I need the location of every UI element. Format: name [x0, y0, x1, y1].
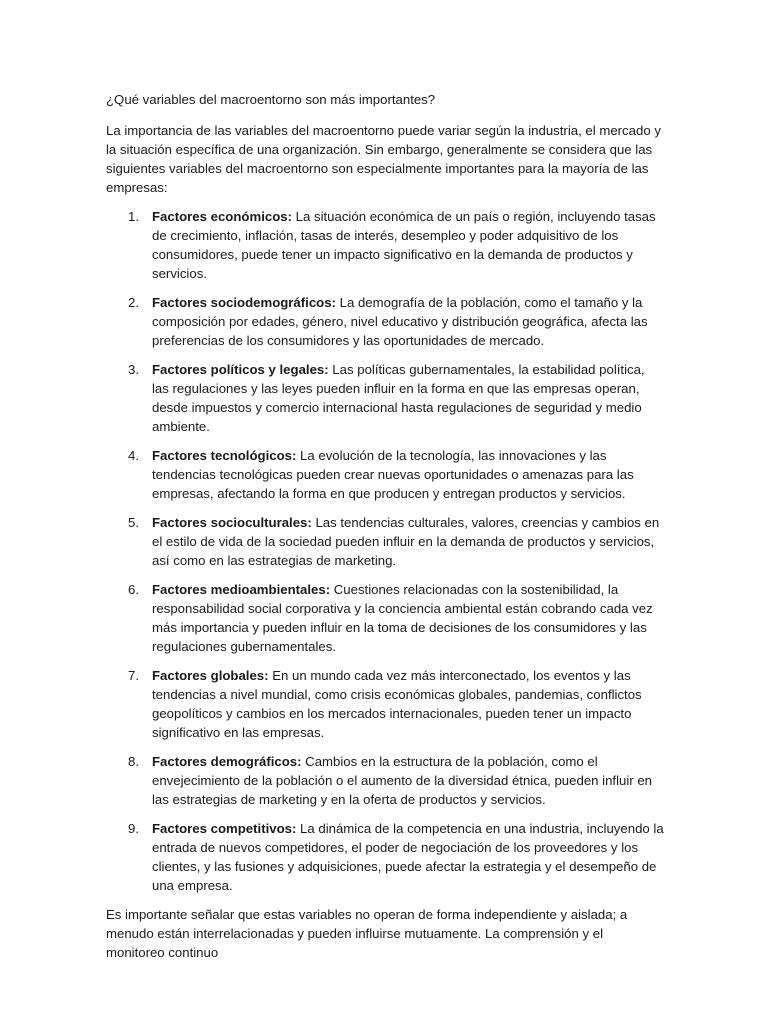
factor-term: Factores tecnológicos: [152, 448, 297, 463]
factor-item [106, 207, 664, 283]
factor-term: Factores medioambientales: [152, 582, 331, 597]
factor-item [106, 513, 664, 570]
factor-item [106, 293, 664, 350]
factor-item [106, 752, 664, 809]
factor-term: Factores competitivos: [152, 821, 297, 836]
factor-item [106, 666, 664, 742]
factor-item [106, 360, 664, 436]
document-body [106, 90, 664, 962]
factor-term: Factores globales: [152, 668, 269, 683]
factor-item [106, 446, 664, 503]
factor-list [106, 207, 664, 895]
factor-description: En un mundo cada vez más interconectado, los eventos y las tendencias a nivel mundial, como crisis económicas globales, pandemias, conflictos geopolíticos y cambios en los mercados internacionales, pueden tener un impacto significativo en las empresas. [152, 668, 642, 740]
factor-description: Cuestiones relacionadas con la sostenibilidad, la responsabilidad social corporativa y la conciencia ambiental están cobrando cada vez más importancia y pueden influir en la toma de decisiones de los consumidores y las regulaciones gubernamentales. [152, 582, 653, 654]
factor-number: 3. [128, 362, 139, 377]
factor-term: Factores socioculturales: [152, 515, 312, 530]
factor-description: La evolución de la tecnología, las innovaciones y las tendencias tecnológicas pueden crear nuevas oportunidades o amenazas para las empresas, afectando la forma en que producen y entregan productos y servicios. [152, 448, 634, 501]
factor-term: Factores demográficos: [152, 754, 302, 769]
factor-term: Factores sociodemográficos: [152, 295, 336, 310]
intro-paragraph: La importancia de las variables del macroentorno puede variar según la industria, el mercado y la situación específica de una organización. Sin embargo, generalmente se considera que las siguientes variables del macroentorno son especialmente importantes para la mayoría de las empresas: [106, 123, 661, 195]
factor-number: 6. [128, 582, 139, 597]
factor-item [106, 819, 664, 895]
factor-description: Las tendencias culturales, valores, creencias y cambios en el estilo de vida de la sociedad pueden influir en la demanda de productos y servicios, así como en las estrategias de marketing. [152, 515, 660, 568]
factor-description: Las políticas gubernamentales, la estabilidad política, las regulaciones y las leyes pueden influir en la forma en que las empresas operan, desde impuestos y comercio internacional hasta regulaciones de seguridad y medio ambiente. [152, 362, 645, 434]
closing-paragraph: Es importante señalar que estas variables no operan de forma independiente y aislada; a menudo están interrelacionadas y pueden influirse mutuamente. La comprensión y el monitoreo continuo [106, 907, 628, 960]
factor-number: 4. [128, 448, 139, 463]
factor-term: Factores políticos y legales: [152, 362, 329, 377]
factor-number: 1. [128, 209, 139, 224]
factor-item [106, 580, 664, 656]
factor-description: La demografía de la población, como el tamaño y la composición por edades, género, nivel educativo y distribución geográfica, afecta las preferencias de los consumidores y las oportunidades de mercado. [152, 295, 648, 348]
factor-number: 8. [128, 754, 139, 769]
factor-description: Cambios en la estructura de la población, como el envejecimiento de la población o el aumento de la diversidad étnica, pueden influir en las estrategias de marketing y en la oferta de productos y servicios. [152, 754, 652, 807]
factor-number: 7. [128, 668, 139, 683]
factor-description: La situación económica de un país o región, incluyendo tasas de crecimiento, inflación, tasas de interés, desempleo y poder adquisitivo de los consumidores, puede tener un impacto significativo en la demanda de productos y servicios. [152, 209, 656, 281]
factor-term: Factores económicos: [152, 209, 292, 224]
factor-number: 2. [128, 295, 139, 310]
question-heading: ¿Qué variables del macroentorno son más importantes? [106, 92, 436, 107]
factor-number: 5. [128, 515, 139, 530]
factor-description: La dinámica de la competencia en una industria, incluyendo la entrada de nuevos competidores, el poder de negociación de los proveedores y los clientes, y las fusiones y adquisiciones, puede afectar la estrategia y el desempeño de una empresa. [152, 821, 664, 893]
factor-number: 9. [128, 821, 139, 836]
